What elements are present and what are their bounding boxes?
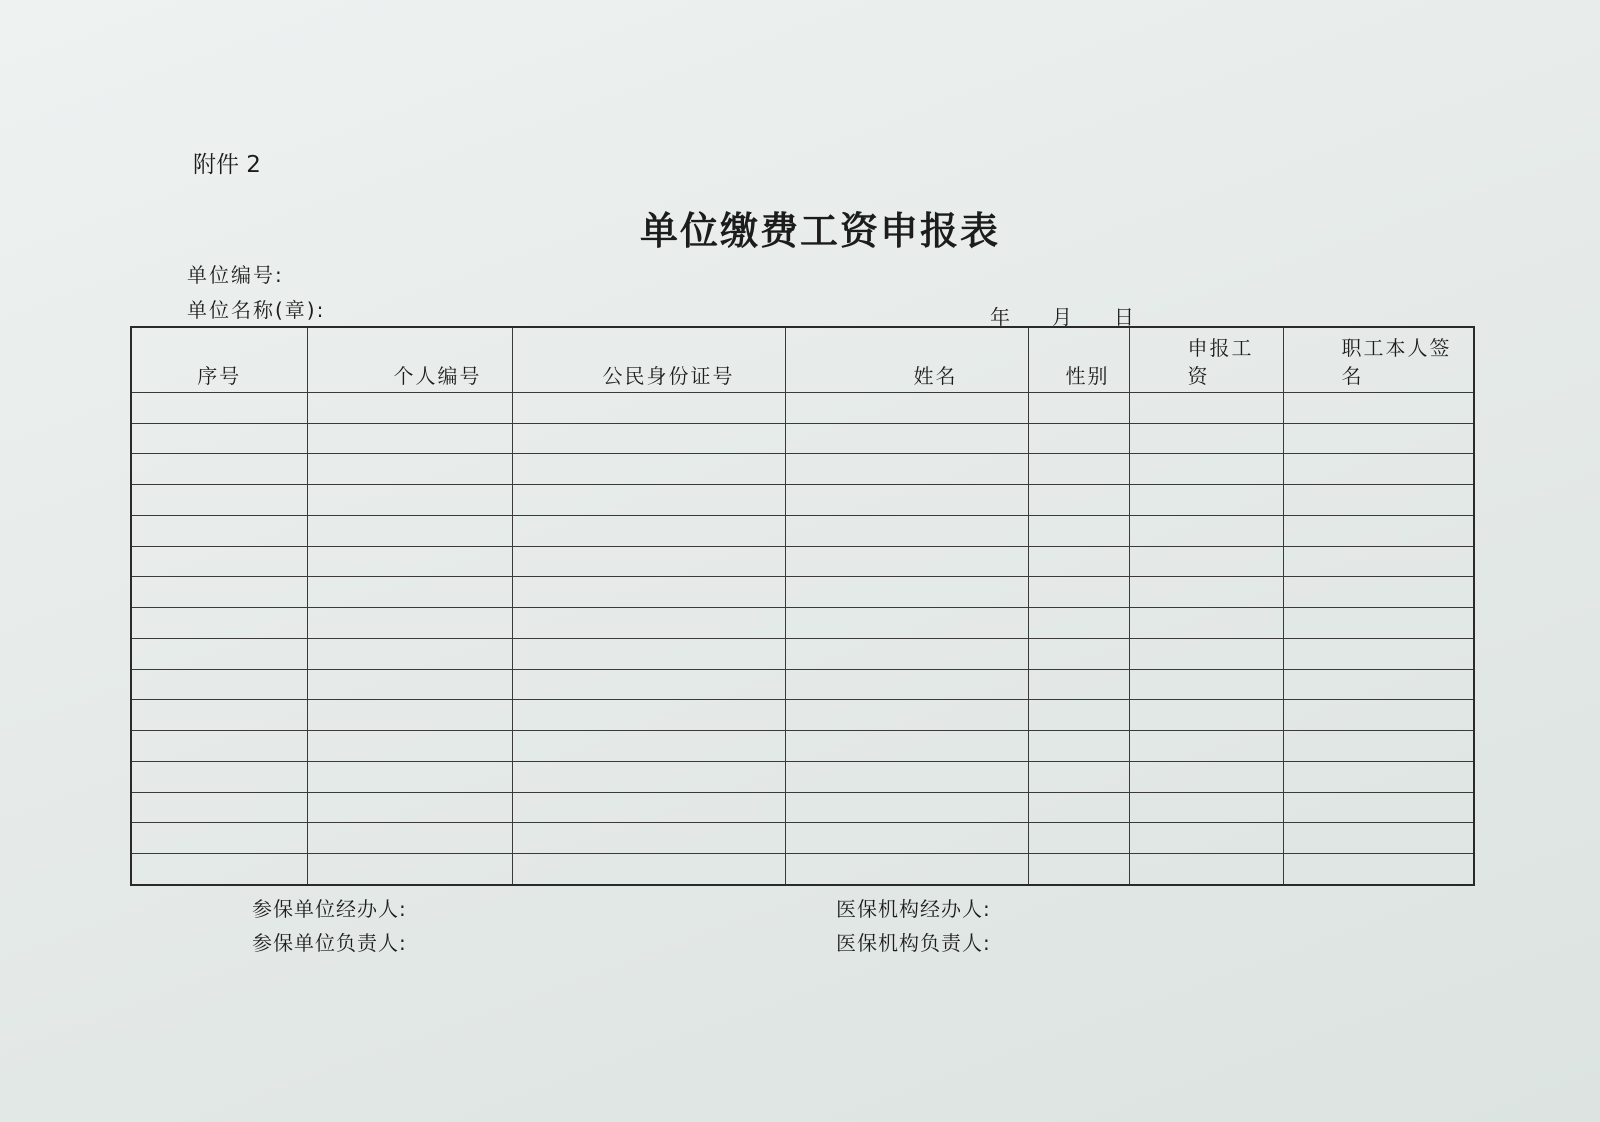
table-cell[interactable]: [307, 485, 512, 516]
table-cell[interactable]: [131, 454, 307, 485]
table-cell[interactable]: [307, 423, 512, 454]
table-cell[interactable]: [307, 669, 512, 700]
table-row: [131, 761, 1474, 792]
table-cell[interactable]: [1028, 761, 1129, 792]
table-cell[interactable]: [131, 731, 307, 762]
table-row: [131, 608, 1474, 639]
table-cell[interactable]: [1028, 731, 1129, 762]
table-cell[interactable]: [512, 515, 785, 546]
header-declared-wage: 申报工资: [1129, 327, 1283, 393]
table-header-row: [131, 327, 1474, 393]
table-cell[interactable]: [1028, 485, 1129, 516]
table-cell[interactable]: [1129, 608, 1283, 639]
table-cell[interactable]: [512, 485, 785, 516]
insured-unit-head: 参保单位负责人:: [252, 931, 407, 955]
table-cell[interactable]: [307, 515, 512, 546]
date-month: 月: [1052, 305, 1074, 329]
table-cell[interactable]: [1283, 792, 1474, 823]
table-cell[interactable]: [1028, 515, 1129, 546]
table-cell[interactable]: [785, 423, 1028, 454]
table-cell[interactable]: [307, 731, 512, 762]
table-row: [131, 577, 1474, 608]
table-cell[interactable]: [785, 854, 1028, 885]
table-cell[interactable]: [131, 393, 307, 424]
table-cell[interactable]: [131, 638, 307, 669]
table-row: [131, 393, 1474, 424]
table-cell[interactable]: [1028, 638, 1129, 669]
table-cell[interactable]: [131, 669, 307, 700]
table-cell[interactable]: [131, 792, 307, 823]
table-cell[interactable]: [131, 577, 307, 608]
table-cell[interactable]: [1028, 823, 1129, 854]
table-cell[interactable]: [1283, 638, 1474, 669]
table-row: [131, 454, 1474, 485]
table-cell[interactable]: [785, 608, 1028, 639]
header-employee-signature: 职工本人签名: [1283, 327, 1474, 393]
table-cell[interactable]: [1028, 854, 1129, 885]
table-cell[interactable]: [1028, 454, 1129, 485]
table-cell[interactable]: [785, 731, 1028, 762]
table-cell[interactable]: [1283, 485, 1474, 516]
header-name: 姓名: [785, 327, 1028, 393]
table-cell[interactable]: [1283, 854, 1474, 885]
table-cell[interactable]: [1129, 854, 1283, 885]
header-gender: 性别: [1028, 327, 1129, 393]
table-cell[interactable]: [1283, 823, 1474, 854]
table-cell[interactable]: [1129, 577, 1283, 608]
table-cell[interactable]: [1129, 515, 1283, 546]
table-cell[interactable]: [1129, 485, 1283, 516]
date-day: 日: [1114, 305, 1136, 329]
unit-name-label: 单位名称(章):: [187, 298, 326, 322]
table-cell[interactable]: [785, 454, 1028, 485]
attachment-label: 附件 2: [193, 152, 261, 178]
table-cell[interactable]: [307, 700, 512, 731]
table-cell[interactable]: [785, 761, 1028, 792]
table-cell[interactable]: [131, 608, 307, 639]
table-cell[interactable]: [1028, 608, 1129, 639]
table-cell[interactable]: [512, 546, 785, 577]
table-row: [131, 700, 1474, 731]
table-cell[interactable]: [785, 792, 1028, 823]
table-cell[interactable]: [307, 823, 512, 854]
table-row: [131, 485, 1474, 516]
table-cell[interactable]: [1283, 608, 1474, 639]
table-cell[interactable]: [307, 638, 512, 669]
table-cell[interactable]: [512, 669, 785, 700]
table-cell[interactable]: [785, 823, 1028, 854]
table-cell[interactable]: [1129, 761, 1283, 792]
table-cell[interactable]: [131, 700, 307, 731]
table-cell[interactable]: [1028, 669, 1129, 700]
table-cell[interactable]: [1028, 423, 1129, 454]
table-row: [131, 423, 1474, 454]
table-cell[interactable]: [131, 823, 307, 854]
header-id-number: 公民身份证号: [512, 327, 785, 393]
table-cell[interactable]: [1028, 393, 1129, 424]
table-cell[interactable]: [1283, 669, 1474, 700]
table-cell[interactable]: [512, 854, 785, 885]
table-cell[interactable]: [785, 700, 1028, 731]
table-cell[interactable]: [512, 393, 785, 424]
unit-number-label: 单位编号:: [187, 263, 284, 287]
table-cell[interactable]: [1283, 700, 1474, 731]
table-cell[interactable]: [1129, 700, 1283, 731]
table-cell[interactable]: [785, 546, 1028, 577]
table-row: [131, 515, 1474, 546]
table-cell[interactable]: [1129, 423, 1283, 454]
table-cell[interactable]: [785, 485, 1028, 516]
table-row: [131, 638, 1474, 669]
table-cell[interactable]: [512, 761, 785, 792]
table-cell[interactable]: [307, 854, 512, 885]
table-row: [131, 823, 1474, 854]
table-cell[interactable]: [512, 638, 785, 669]
table-cell[interactable]: [512, 700, 785, 731]
table-cell[interactable]: [131, 854, 307, 885]
table-cell[interactable]: [512, 577, 785, 608]
form-title: 单位缴费工资申报表: [639, 208, 1000, 253]
table-cell[interactable]: [1283, 731, 1474, 762]
table-cell[interactable]: [1129, 638, 1283, 669]
insured-unit-handler: 参保单位经办人:: [252, 897, 407, 921]
table-cell[interactable]: [131, 423, 307, 454]
table-cell[interactable]: [307, 454, 512, 485]
table-cell[interactable]: [1283, 761, 1474, 792]
table-cell[interactable]: [307, 761, 512, 792]
table-cell[interactable]: [307, 393, 512, 424]
medical-agency-head: 医保机构负责人:: [836, 931, 991, 955]
table-cell[interactable]: [307, 608, 512, 639]
table-cell[interactable]: [785, 638, 1028, 669]
table-row: [131, 731, 1474, 762]
table-cell[interactable]: [512, 608, 785, 639]
table-cell[interactable]: [1129, 731, 1283, 762]
table-cell[interactable]: [785, 669, 1028, 700]
table-cell[interactable]: [307, 792, 512, 823]
table-cell[interactable]: [1283, 454, 1474, 485]
table-cell[interactable]: [131, 485, 307, 516]
table-row: [131, 854, 1474, 885]
table-cell[interactable]: [1129, 669, 1283, 700]
table-cell[interactable]: [1129, 393, 1283, 424]
wage-declaration-table: [130, 326, 1475, 886]
table-cell[interactable]: [1283, 515, 1474, 546]
table-cell[interactable]: [785, 577, 1028, 608]
table-cell[interactable]: [131, 546, 307, 577]
table-cell[interactable]: [1283, 423, 1474, 454]
table-cell[interactable]: [512, 792, 785, 823]
table-cell[interactable]: [1129, 546, 1283, 577]
table-cell[interactable]: [131, 761, 307, 792]
table-cell[interactable]: [512, 423, 785, 454]
table-cell[interactable]: [1028, 700, 1129, 731]
table-cell[interactable]: [512, 731, 785, 762]
header-serial-no: 序号: [131, 327, 307, 393]
table-cell[interactable]: [307, 577, 512, 608]
table-cell[interactable]: [785, 393, 1028, 424]
table-cell[interactable]: [1028, 577, 1129, 608]
table-cell[interactable]: [1028, 546, 1129, 577]
table-row: [131, 669, 1474, 700]
table-cell[interactable]: [1129, 823, 1283, 854]
table-cell[interactable]: [512, 823, 785, 854]
table-cell[interactable]: [1129, 792, 1283, 823]
table-cell[interactable]: [1129, 454, 1283, 485]
table-cell[interactable]: [307, 546, 512, 577]
medical-agency-handler: 医保机构经办人:: [836, 897, 991, 921]
table-row: [131, 792, 1474, 823]
date-year: 年: [990, 305, 1012, 329]
table-cell[interactable]: [512, 454, 785, 485]
table-cell[interactable]: [131, 515, 307, 546]
table-cell[interactable]: [1028, 792, 1129, 823]
table-cell[interactable]: [785, 515, 1028, 546]
table-row: [131, 546, 1474, 577]
table-cell[interactable]: [1283, 393, 1474, 424]
table-cell[interactable]: [1283, 577, 1474, 608]
table-cell[interactable]: [1283, 546, 1474, 577]
header-personal-no: 个人编号: [307, 327, 512, 393]
